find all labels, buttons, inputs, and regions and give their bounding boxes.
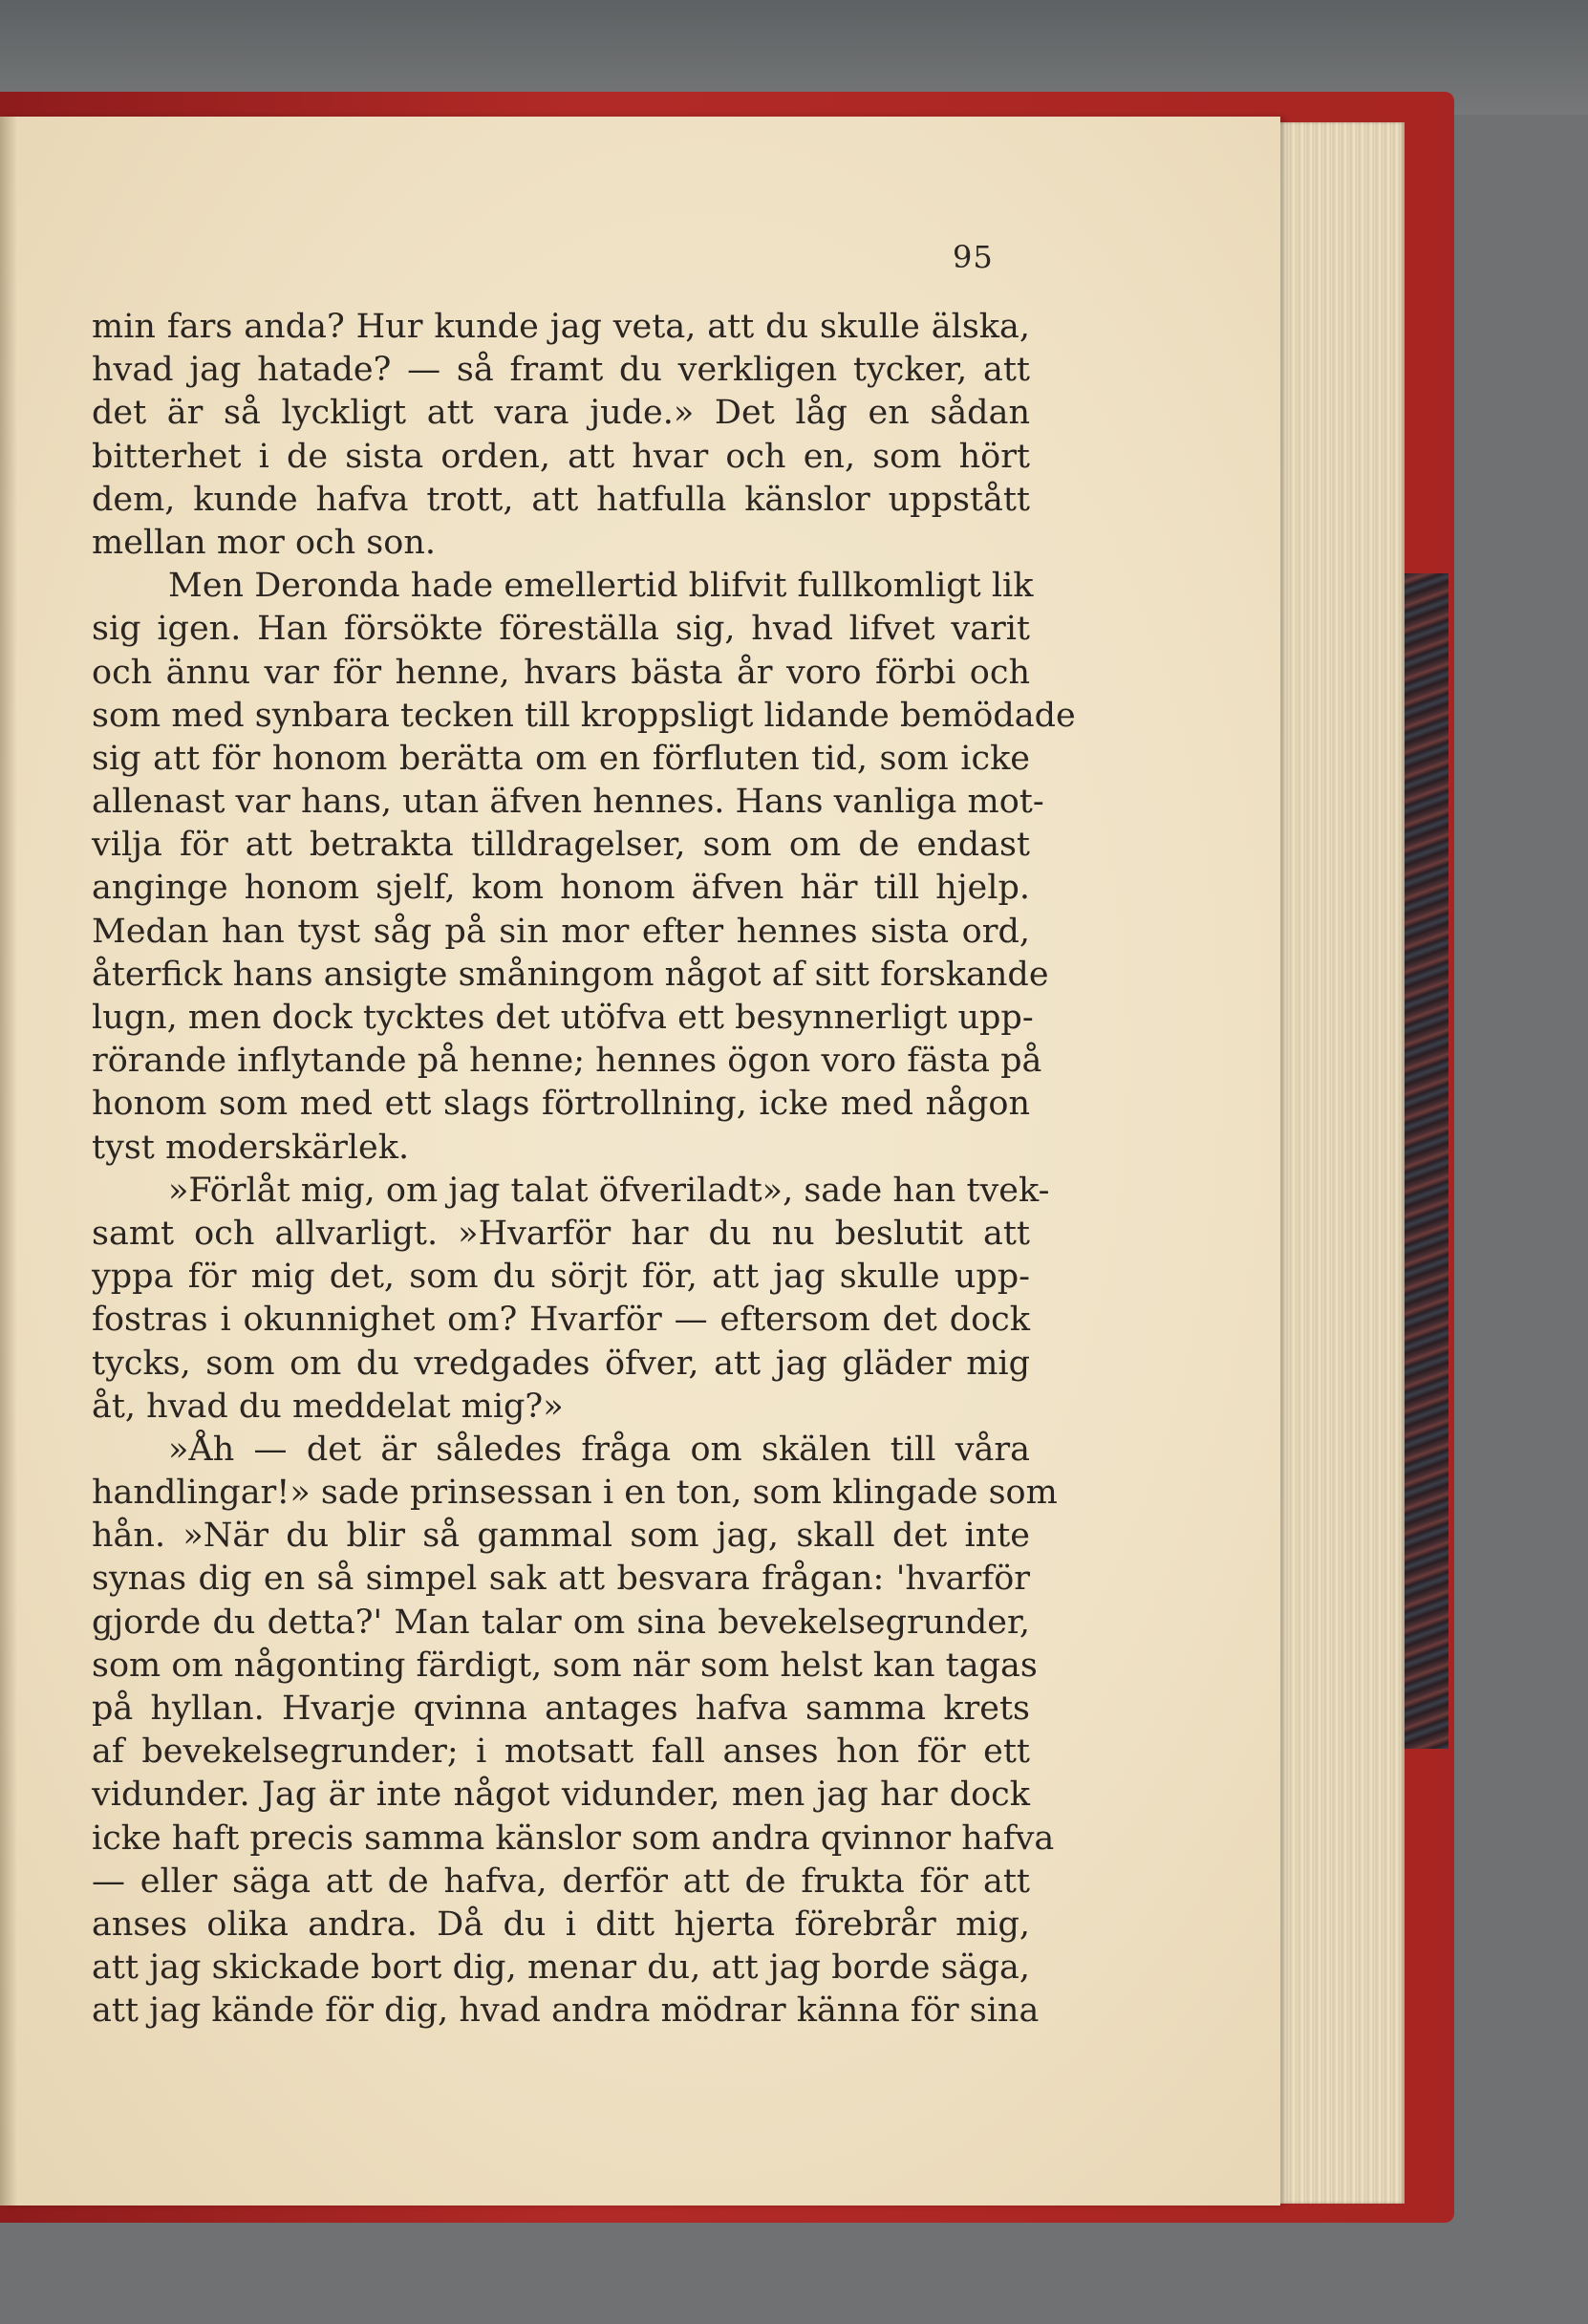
marbled-spine xyxy=(1403,573,1449,1749)
text-line: anginge honom sjelf, kom honom äfven här till hjelp. xyxy=(92,869,1030,908)
text-line: handlingar!» sade prinsessan i en ton, som klingade som xyxy=(92,1474,1058,1513)
text-line: samt och allvarligt. »Hvarför har du nu beslutit att xyxy=(92,1214,1030,1253)
text-line: mellan mor och son. xyxy=(92,523,436,562)
page-number: 95 xyxy=(953,239,994,275)
text-line: anses olika andra. Då du i ditt hjerta förebrår mig, xyxy=(92,1904,1030,1944)
text-line: på hyllan. Hvarje qvinna antages hafva samma krets xyxy=(92,1689,1030,1728)
text-line: bitterhet i de sista orden, att hvar och en, som hört xyxy=(92,437,1030,476)
text-line: gjorde du detta?' Man talar om sina bevekelsegrunder, xyxy=(92,1603,1030,1642)
text-line: — eller säga att de hafva, derför att de frukta för att xyxy=(92,1861,1030,1901)
text-line: det är så lyckligt att vara jude.» Det låg en sådan xyxy=(92,394,1030,433)
text-line: »Förlåt mig, om jag talat öfveriladt», sade han tvek- xyxy=(168,1171,1050,1210)
text-line: sig att för honom berätta om en förfluten tid, som icke xyxy=(92,739,1030,778)
text-line: yppa för mig det, som du sörjt för, att jag skulle upp- xyxy=(92,1258,1030,1297)
text-line: allenast var hans, utan äfven hennes. Hans vanliga mot- xyxy=(92,783,1044,822)
text-line: och ännu var för henne, hvars bästa år voro förbi och xyxy=(92,653,1030,692)
text-line: icke haft precis samma känslor som andra qvinnor hafva xyxy=(92,1818,1055,1858)
page-block-edge xyxy=(1271,122,1405,2204)
text-line: vidunder. Jag är inte något vidunder, men jag har dock xyxy=(92,1775,1030,1815)
text-line: fostras i okunnighet om? Hvarför — eftersom det dock xyxy=(92,1301,1030,1340)
text-line: hvad jag hatade? — så framt du verkligen tycker, att xyxy=(92,351,1030,390)
text-line: synas dig en så simpel sak att besvara frågan: 'hvarför xyxy=(92,1560,1030,1599)
text-line: min fars anda? Hur kunde jag veta, att du skulle älska, xyxy=(92,308,1030,346)
text-line: lugn, men dock tycktes det utöfva ett besynnerligt upp- xyxy=(92,999,1034,1037)
text-line: att jag kände för dig, hvad andra mödrar känna för sina xyxy=(92,1991,1040,2031)
text-line: dem, kunde hafva trott, att hatfulla känslor uppstått xyxy=(92,480,1030,519)
text-line: hån. »När du blir så gammal som jag, skall det inte xyxy=(92,1517,1030,1556)
text-line: Men Deronda hade emellertid blifvit fullkomligt lik xyxy=(168,567,1034,606)
text-line: Medan han tyst såg på sin mor efter hennes sista ord, xyxy=(92,912,1030,951)
text-line: återfick hans ansigte småningom något af sitt forskande xyxy=(92,955,1049,994)
text-line: af bevekelsegrunder; i motsatt fall anses hon för ett xyxy=(92,1732,1030,1772)
text-line: tyst moderskärlek. xyxy=(92,1128,410,1167)
text-line: åt, hvad du meddelat mig?» xyxy=(92,1387,564,1426)
text-line: att jag skickade bort dig, menar du, att jag borde säga, xyxy=(92,1948,1030,1988)
text-line: sig igen. Han försökte föreställa sig, hvad lifvet varit xyxy=(92,610,1030,649)
text-line: honom som med ett slags förtrollning, icke med någon xyxy=(92,1085,1030,1124)
text-line: rörande inflytande på henne; hennes ögon voro fästa på xyxy=(92,1042,1042,1081)
text-line: vilja för att betrakta tilldragelser, som om de endast xyxy=(92,826,1030,865)
text-line: tycks, som om du vredgades öfver, att jag gläder mig xyxy=(92,1344,1030,1383)
text-line: som om någonting färdigt, som när som helst kan tagas xyxy=(92,1646,1038,1685)
text-line: som med synbara tecken till kroppsligt lidande bemödade xyxy=(92,696,1076,735)
body-text xyxy=(92,306,1076,2034)
gutter-shadow xyxy=(0,117,17,2206)
text-line: »Åh — det är således fråga om skälen till våra xyxy=(168,1430,1030,1469)
